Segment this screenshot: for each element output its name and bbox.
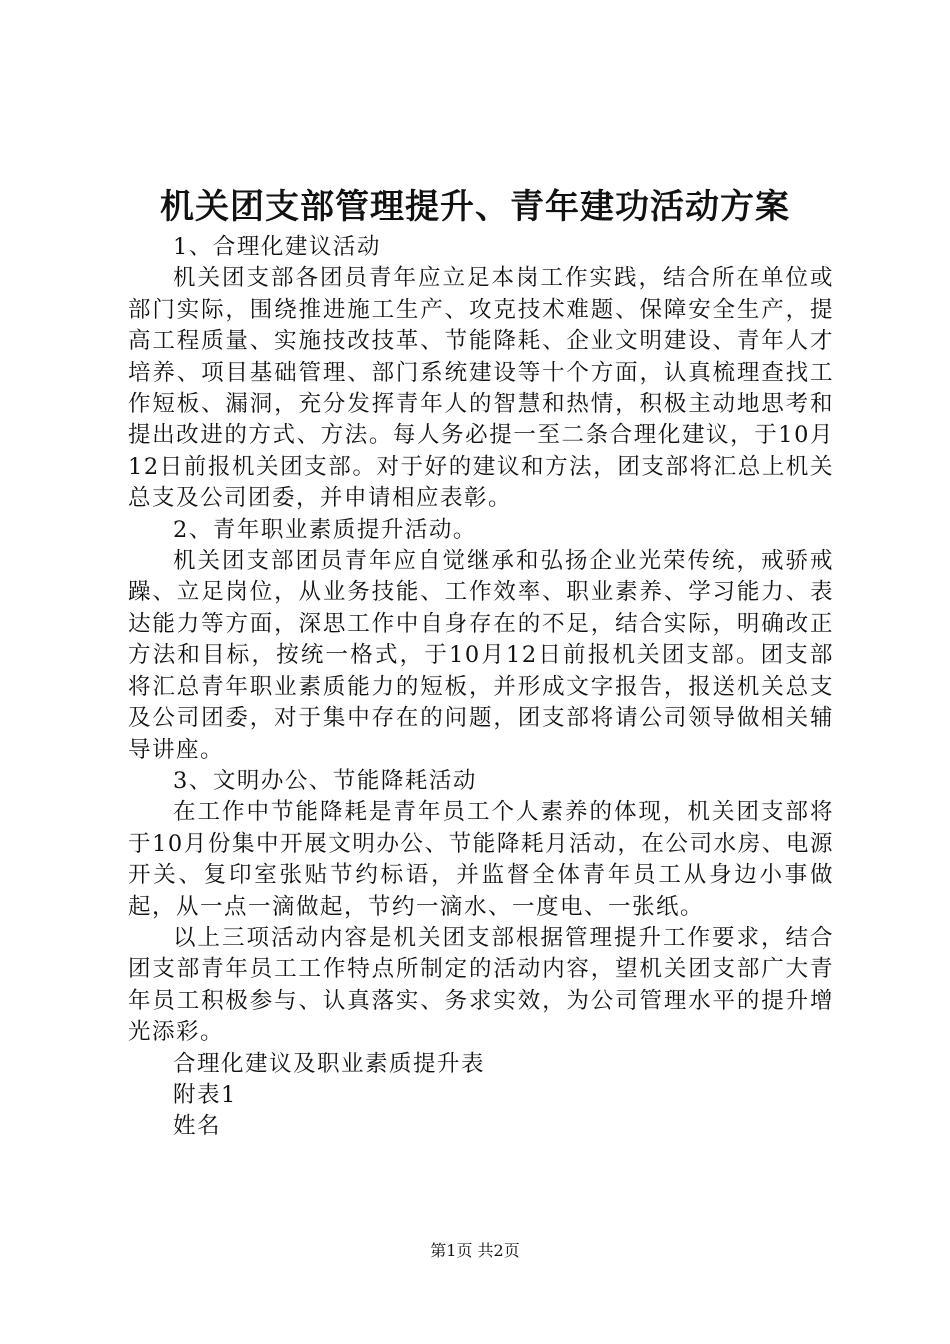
section-heading-1: 1、合理化建议活动 <box>173 234 381 260</box>
page-number-footer: 第1页 共2页 <box>430 1241 520 1260</box>
name-field-label: 姓名 <box>173 1113 222 1140</box>
document-body <box>128 232 834 1143</box>
section-heading-3: 3、文明办公、节能降耗活动 <box>173 767 477 794</box>
table-title: 合理化建议及职业素质提升表 <box>173 1050 486 1077</box>
appendix-label: 附表1 <box>173 1081 237 1108</box>
body-paragraph-2: 机关团支部团员青年应自觉继承和弘扬企业光荣传统，戒骄戒躁、立足岗位，从业务技能、工作效率、职业素养、学习能力、表达能力等方面，深思工作中自身存在的不足，结合实际，明确改正方法和目标，按统一格式，于10月12日前报机关团支部。团支部将汇总青年职业素质能力的短板，并形成文字报告，报送机关总支及公司团委，对于集中存在的问题，团支部将请公司领导做相关辅导讲座。 <box>128 548 834 763</box>
body-paragraph-3: 在工作中节能降耗是青年员工个人素养的体现，机关团支部将于10月份集中开展文明办公、节能降耗月活动，在公司水房、电源开关、复印室张贴节约标语，并监督全体青年员工从身边小事做起，从一点一滴做起，节约一滴水、一度电、一张纸。 <box>128 799 834 920</box>
body-paragraph-1: 机关团支部各团员青年应立足本岗工作实践，结合所在单位或部门实际，围绕推进施工生产、攻克技术难题、保障安全生产，提高工程质量、实施技改技革、节能降耗、企业文明建设、青年人才培养、项目基础管理、部门系统建设等十个方面，认真梳理查找工作短板、漏洞，充分发挥青年人的智慧和热情，积极主动地思考和提出改进的方式、方法。每人务必提一至二条合理化建议，于10月12日前报机关团支部。对于好的建议和方法，团支部将汇总上机关总支及公司团委，并申请相应表彰。 <box>128 265 834 512</box>
document-title: 机关团支部管理提升、青年建功活动方案 <box>160 187 790 227</box>
section-heading-2: 2、青年职业素质提升活动。 <box>173 516 477 543</box>
closing-paragraph: 以上三项活动内容是机关团支部根据管理提升工作要求，结合团支部青年员工工作特点所制定的活动内容，望机关团支部广大青年员工积极参与、认真落实、务求实效，为公司管理水平的提升增光添彩。 <box>128 924 834 1046</box>
